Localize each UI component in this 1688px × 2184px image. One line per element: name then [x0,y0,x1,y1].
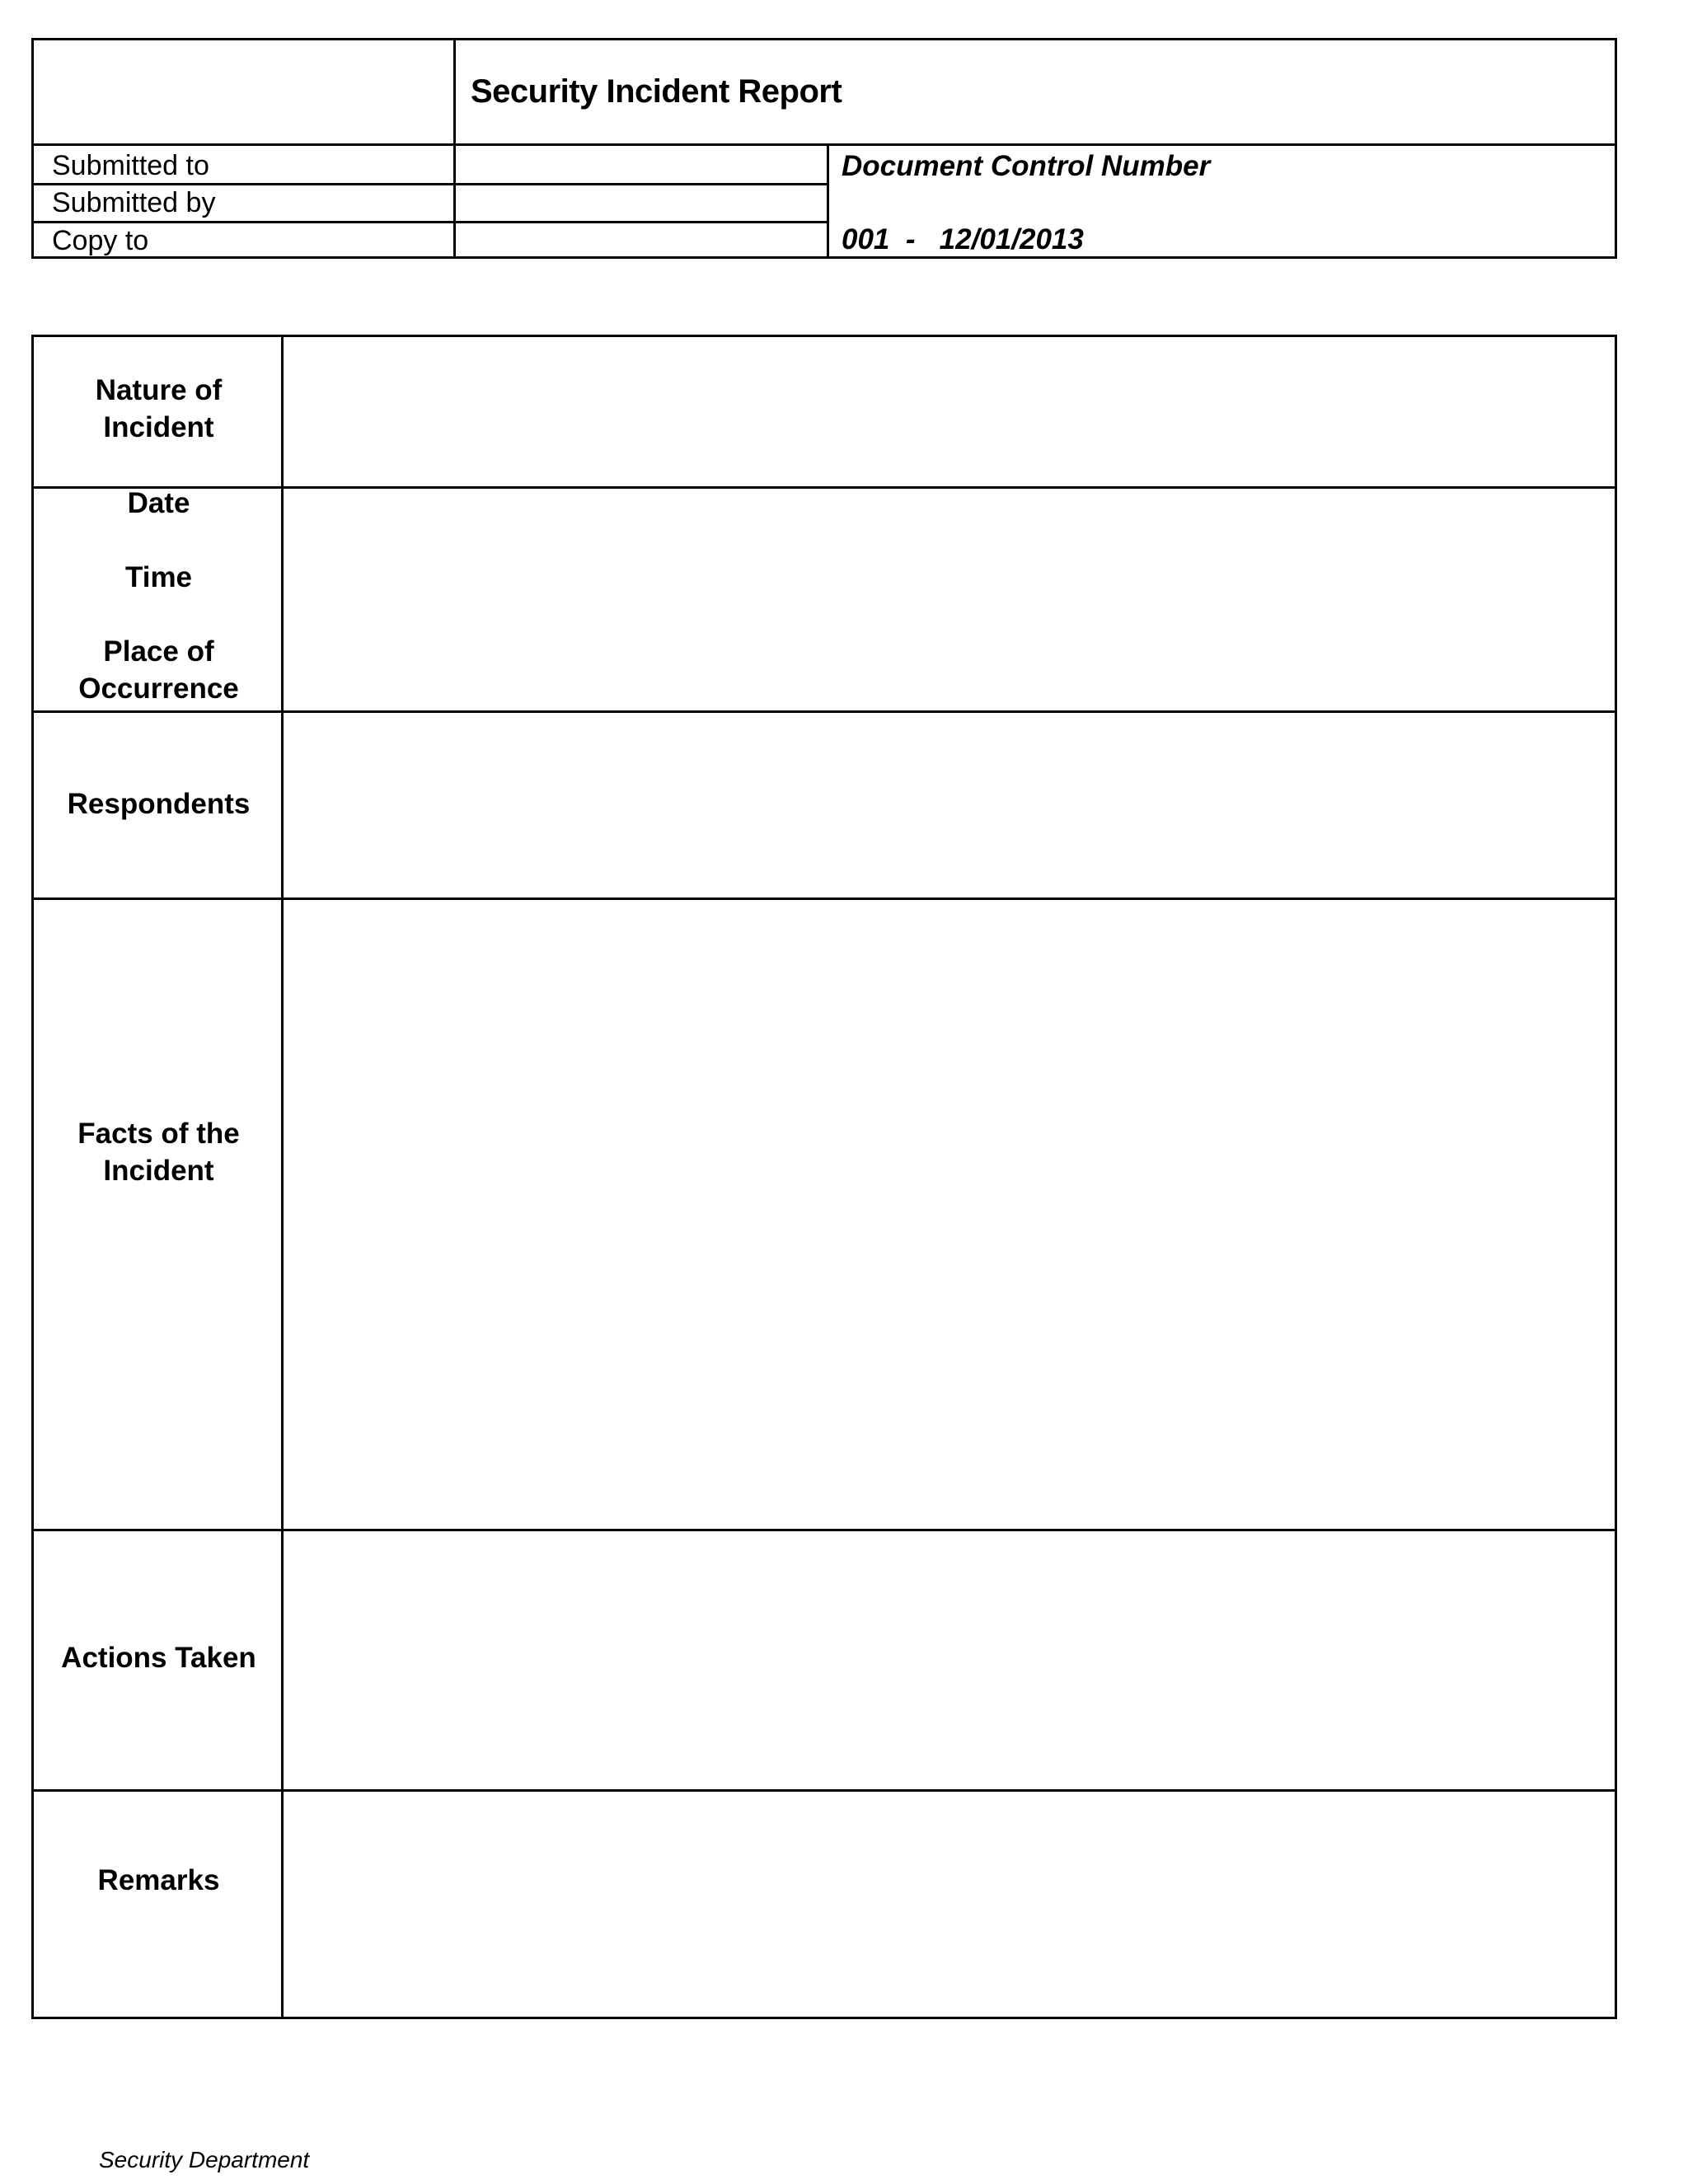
date-time-place-field[interactable] [284,489,1615,710]
facts-label-line1: Facts of the [77,1118,240,1150]
actions-taken-label: Actions Taken [61,1642,256,1674]
remarks-label: Remarks [97,1864,220,1896]
nature-of-incident-label [34,372,284,446]
facts-label-line2: Incident [103,1155,214,1187]
respondents-field[interactable] [284,713,1615,898]
incident-form-table [31,335,1617,2019]
nature-of-incident-label-line2: Incident [103,411,214,443]
nature-of-incident-field[interactable] [284,337,1615,486]
place-of-occurrence-label [34,633,284,707]
logo-area [34,40,453,143]
remarks-field[interactable] [284,1792,1615,2017]
document-control-label: Document Control Number [842,150,1211,182]
time-label: Time [124,561,193,593]
place-label-line1: Place of [103,635,214,668]
nature-of-incident-label-line1: Nature of [95,374,223,406]
actions-taken-field[interactable] [284,1531,1615,1789]
header-table [31,38,1617,259]
respondents-label: Respondents [67,788,251,820]
copy-to-field[interactable] [456,223,827,256]
submitted-by-field[interactable] [456,185,827,221]
copy-to-label: Copy to [52,225,149,256]
facts-of-incident-field[interactable] [284,900,1615,1529]
place-label-line2: Occurrence [78,673,239,705]
report-title: Security Incident Report [471,73,842,110]
submitted-to-field[interactable] [456,146,827,183]
footer-department: Security Department [99,2147,310,2172]
date-label: Date [127,487,190,519]
submitted-to-label: Submitted to [52,150,209,181]
document-control-number: 001 - 12/01/2013 [842,223,1084,255]
facts-of-incident-label [34,1115,284,1189]
submitted-by-label: Submitted by [52,187,216,218]
header-divider-v2 [827,145,829,256]
